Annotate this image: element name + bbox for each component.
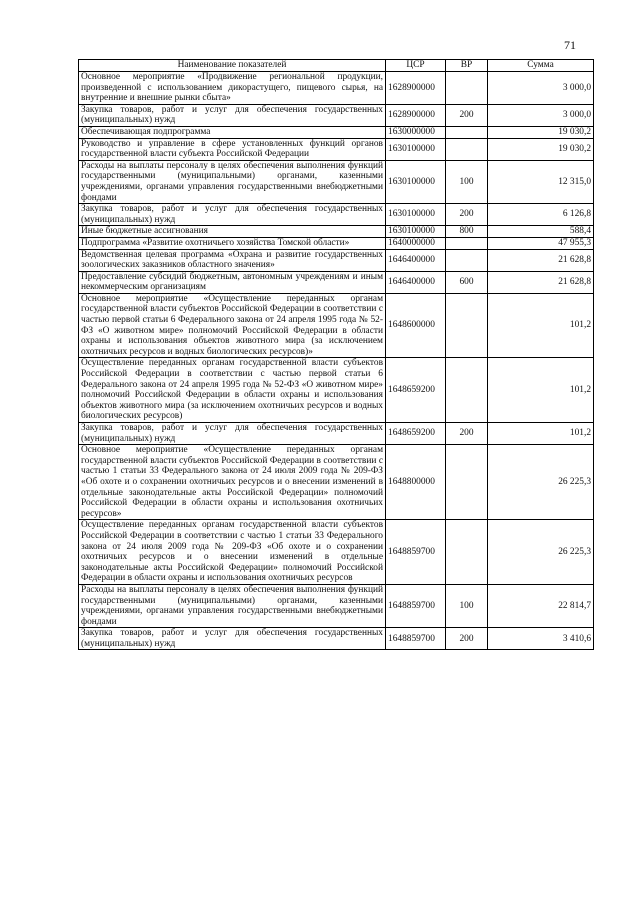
row-csr: 1648859700: [386, 628, 446, 650]
table-row: [79, 104, 594, 126]
table-row: [79, 126, 594, 138]
header-csr: ЦСР: [386, 60, 446, 72]
row-name: Закупка товаров, работ и услуг для обеспечения государственных (муниципальных) нужд: [79, 628, 386, 650]
row-name: Иные бюджетные ассигнования: [79, 226, 386, 238]
row-sum: 101,2: [488, 293, 594, 358]
row-name: Осуществление переданных органам государственной власти субъектов Российской Федерации в соответствии с частью 1 статьи 33 Федерального закона от 24 июля 2009 года № 209-ФЗ «Об охоте и о сохранении охотничьих ресурсов и о внесении изменений в отдельные законодательные акты Российской Федерации» полномочий Российской Федерации в области охраны и использования охотничьих ресурсов: [79, 520, 386, 585]
header-vr: ВР: [446, 60, 488, 72]
row-name: Ведомственная целевая программа «Охрана и развитие государственных зоологических заказников областного значения»: [79, 249, 386, 271]
row-sum: 21 628,8: [488, 271, 594, 293]
row-sum: 22 814,7: [488, 584, 594, 627]
row-sum: 26 225,3: [488, 520, 594, 585]
row-sum: 19 030,2: [488, 126, 594, 138]
row-name: Основное мероприятие «Продвижение региональной продукции, произведенной с использованием дикорастущего, пищевого сырья, на внутренние и внешние рынки сбыта»: [79, 72, 386, 105]
table-row: [79, 358, 594, 423]
row-vr: [446, 358, 488, 423]
row-sum: 3 000,0: [488, 104, 594, 126]
row-sum: 47 955,3: [488, 237, 594, 249]
row-vr: [446, 72, 488, 105]
table-row: [79, 72, 594, 105]
table-row: [79, 445, 594, 520]
table-row: [79, 293, 594, 358]
table-row: [79, 138, 594, 160]
row-vr: [446, 445, 488, 520]
row-sum: 19 030,2: [488, 138, 594, 160]
row-csr: 1648800000: [386, 445, 446, 520]
row-sum: 3 410,6: [488, 628, 594, 650]
row-name: Обеспечивающая подпрограмма: [79, 126, 386, 138]
row-name: Руководство и управление в сфере установленных функций органов государственной власти субъекта Российской Федерации: [79, 138, 386, 160]
table-row: [79, 628, 594, 650]
table-header-row: [79, 60, 594, 72]
row-vr: 200: [446, 628, 488, 650]
row-name: Подпрограмма «Развитие охотничьего хозяйства Томской области»: [79, 237, 386, 249]
header-sum: Сумма: [488, 60, 594, 72]
row-vr: [446, 293, 488, 358]
table-row: [79, 237, 594, 249]
row-csr: 1648859700: [386, 584, 446, 627]
row-name: Осуществление переданных органам государственной власти субъектов Российской Федерации в соответствии с частью первой статьи 6 Федерального закона от 24 апреля 1995 года № 52-ФЗ «О животном мире» полномочий Российской Федерации в области охраны и использования объектов животного мира (за исключением охотничьих ресурсов и водных биологических ресурсов): [79, 358, 386, 423]
row-csr: 1630100000: [386, 160, 446, 203]
header-name: Наименование показателей: [79, 60, 386, 72]
row-sum: 3 000,0: [488, 72, 594, 105]
table-row: [79, 249, 594, 271]
row-csr: 1630000000: [386, 126, 446, 138]
row-csr: 1646400000: [386, 271, 446, 293]
row-csr: 1630100000: [386, 204, 446, 226]
row-sum: 101,2: [488, 423, 594, 445]
table-row: [79, 226, 594, 238]
budget-table: [78, 59, 594, 650]
row-vr: [446, 520, 488, 585]
table-row: [79, 584, 594, 627]
row-sum: 588,4: [488, 226, 594, 238]
row-sum: 26 225,3: [488, 445, 594, 520]
row-vr: 600: [446, 271, 488, 293]
row-vr: [446, 237, 488, 249]
row-vr: [446, 249, 488, 271]
table-row: [79, 204, 594, 226]
row-csr: 1648600000: [386, 293, 446, 358]
row-csr: 1630100000: [386, 138, 446, 160]
row-vr: 100: [446, 584, 488, 627]
row-csr: 1628900000: [386, 104, 446, 126]
row-vr: 200: [446, 423, 488, 445]
table-row: [79, 520, 594, 585]
row-name: Закупка товаров, работ и услуг для обеспечения государственных (муниципальных) нужд: [79, 204, 386, 226]
row-vr: 800: [446, 226, 488, 238]
row-csr: 1648659200: [386, 358, 446, 423]
row-name: Предоставление субсидий бюджетным, автономным учреждениям и иным некоммерческим организациям: [79, 271, 386, 293]
row-name: Закупка товаров, работ и услуг для обеспечения государственных (муниципальных) нужд: [79, 423, 386, 445]
row-vr: 200: [446, 204, 488, 226]
page-number: 71: [564, 38, 576, 52]
row-sum: 12 315,0: [488, 160, 594, 203]
row-name: Расходы на выплаты персоналу в целях обеспечения выполнения функций государственными (муниципальными) органами, казенными учреждениями, органами управления государственными внебюджетными фондами: [79, 160, 386, 203]
table-row: [79, 271, 594, 293]
row-sum: 101,2: [488, 358, 594, 423]
row-name: Расходы на выплаты персоналу в целях обеспечения выполнения функций государственными (муниципальными) органами, казенными учреждениями, органами управления государственными внебюджетными фондами: [79, 584, 386, 627]
row-csr: 1648859700: [386, 520, 446, 585]
row-sum: 21 628,8: [488, 249, 594, 271]
row-csr: 1628900000: [386, 72, 446, 105]
row-name: Основное мероприятие «Осуществление переданных органам государственной власти субъектов Российской Федерации в соответствии с частью первой статьи 6 Федерального закона от 24 апреля 1995 года № 52-ФЗ «О животном мире» полномочий Российской Федерации в области охраны и использования объектов животного мира (за исключением охотничьих ресурсов и водных биологических ресурсов)»: [79, 293, 386, 358]
row-name: Закупка товаров, работ и услуг для обеспечения государственных (муниципальных) нужд: [79, 104, 386, 126]
row-name: Основное мероприятие «Осуществление переданных органам государственной власти субъектов Российской Федерации в соответствии с частью 1 статьи 33 Федерального закона от 24 июля 2009 года № 209-ФЗ «Об охоте и о сохранении охотничьих ресурсов и о внесении изменений в отдельные законодательные акты Российской Федерации» полномочий Российской Федерации в области охраны и использования охотничьих ресурсов»: [79, 445, 386, 520]
table-row: [79, 423, 594, 445]
row-csr: 1646400000: [386, 249, 446, 271]
row-csr: 1640000000: [386, 237, 446, 249]
row-vr: [446, 138, 488, 160]
row-csr: 1630100000: [386, 226, 446, 238]
row-vr: [446, 126, 488, 138]
row-vr: 200: [446, 104, 488, 126]
row-sum: 6 126,8: [488, 204, 594, 226]
row-vr: 100: [446, 160, 488, 203]
row-csr: 1648659200: [386, 423, 446, 445]
table-row: [79, 160, 594, 203]
